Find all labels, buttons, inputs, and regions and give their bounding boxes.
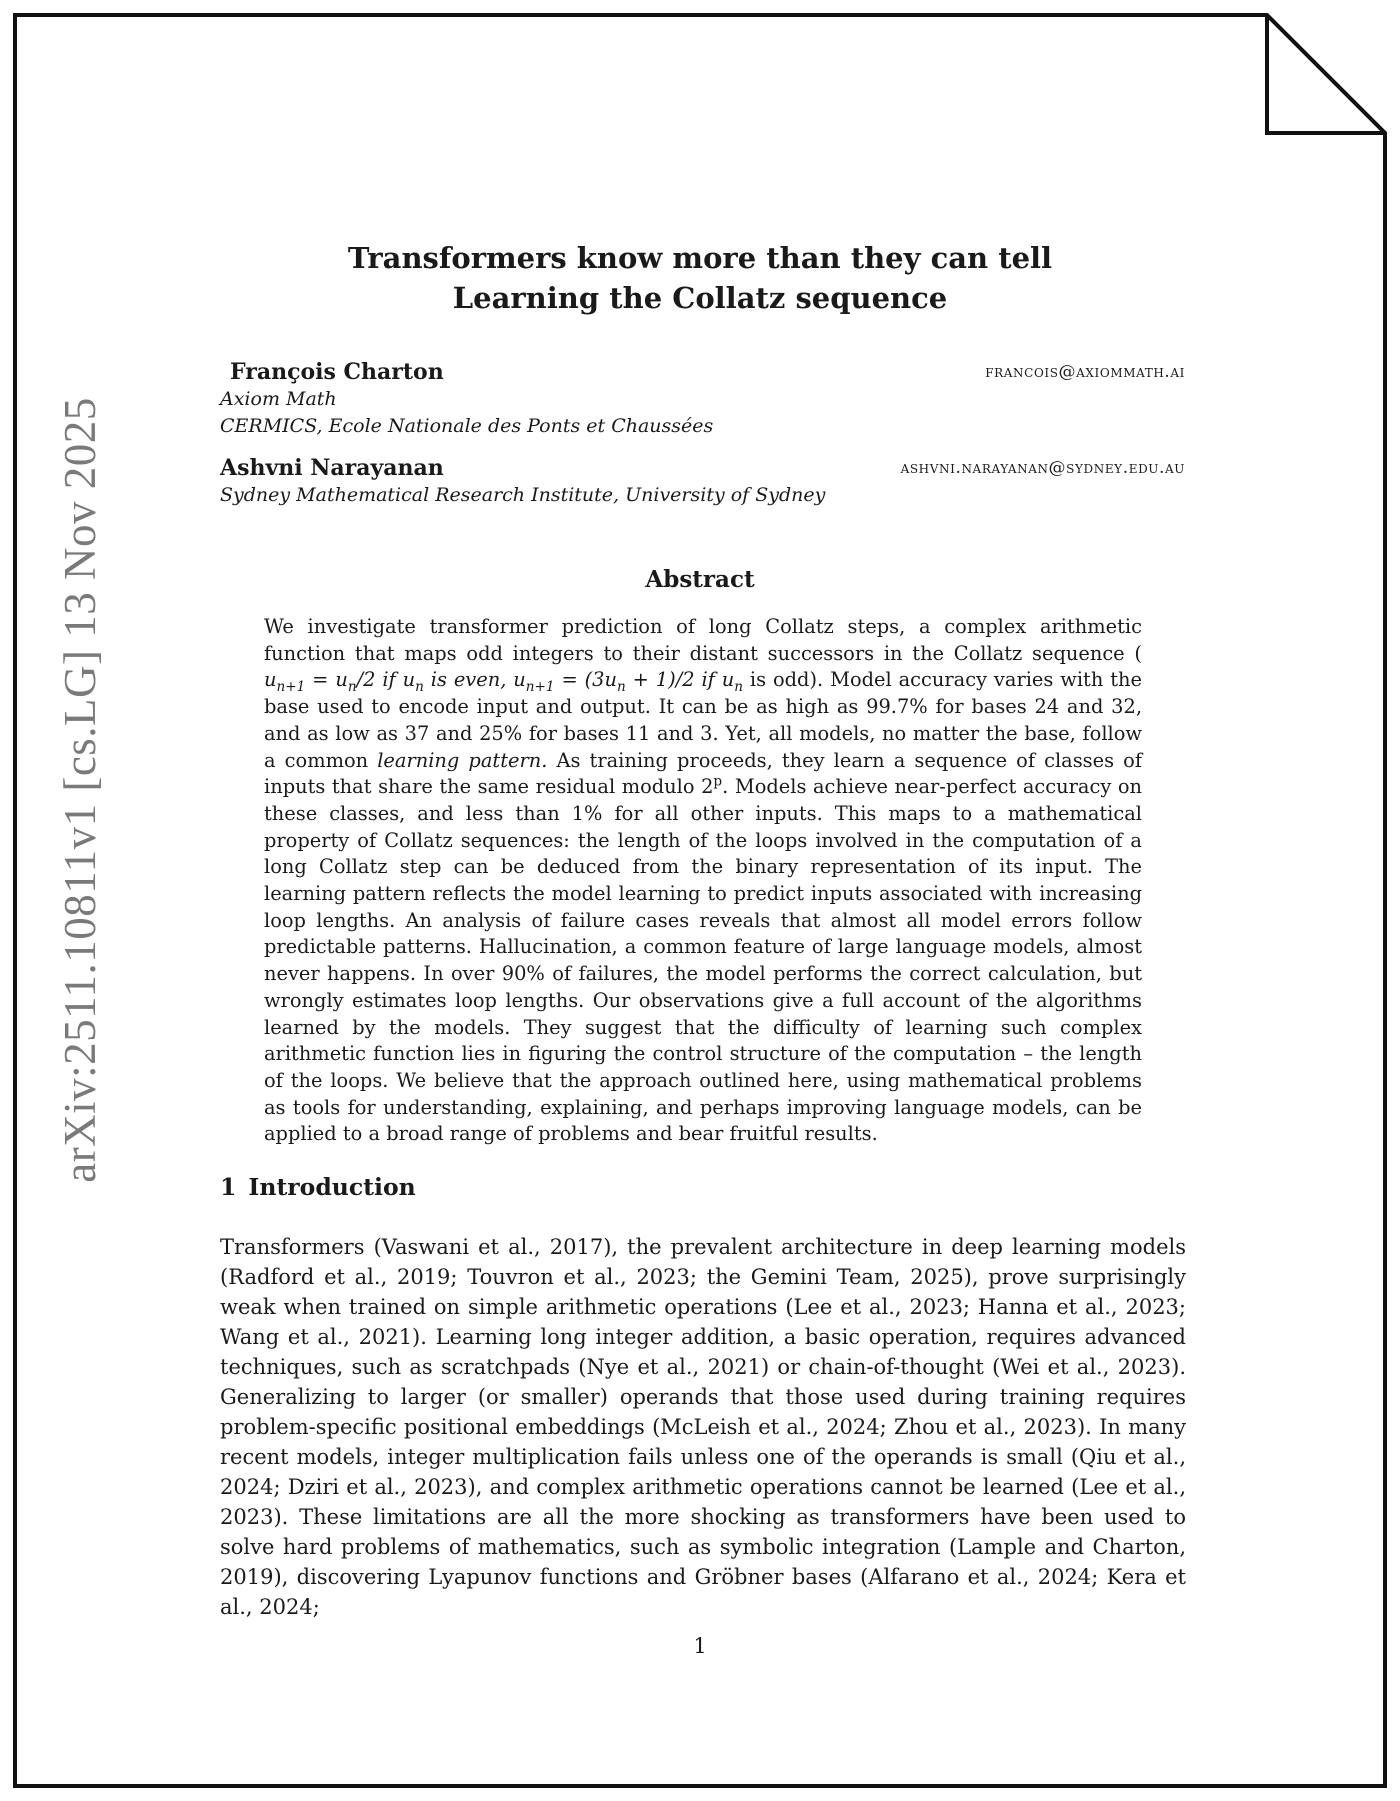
abstract-run: As training proceeds, they learn a sequence of classes of inputs that share the same residual modulo 2 [264, 748, 1142, 799]
section-heading-introduction [220, 1173, 416, 1201]
abstract-heading: Abstract [645, 566, 755, 593]
abstract-run: . Models achieve near-perfect accuracy on these classes, and less than 1% for all other inputs. This maps to a mathematical property of Collatz sequences: the length of the loops involved in the computation of a long Collatz step can be deduced from the binary representation of its input. The learning pattern reflects the model learning to predict inputs associated with increasing loop lengths. An analysis of failure cases reveals that almost all model errors follow predictable patterns. Hallucination, a common feature of large language models, almost never happens. In over 90% of failures, the model performs the correct calculation, but wrongly estimates loop lengths. Our observations give a full account of the algorithms learned by the models. They suggest that the difficulty of learning such complex arithmetic function lies in figuring the control structure of the computation – the length of the loops. We believe that the approach outlined here, using mathematical problems as tools for understanding, explaining, and perhaps improving language models, can be applied to a broad range of problems and bear fruitful results. [264, 775, 1142, 1146]
abstract-run: We investigate transformer prediction of long Collatz steps, a complex arithmetic function that maps odd integers to their distant successors in the Collatz sequence ( [264, 615, 1142, 665]
abstract-text [264, 614, 1142, 1148]
author-affiliation: Axiom Math [220, 388, 337, 410]
math-superscript: p [713, 773, 723, 790]
section-number: 1 [220, 1173, 237, 1201]
author-email[interactable]: ashvni.narayanan@sydney.edu.au [900, 458, 1185, 478]
introduction-paragraph: Transformers (Vaswani et al., 2017), the prevalent architecture in deep learning models (Radford et al., 2019; Touvron et al., 2023; the Gemini Team, 2025), prove surprisingly weak when trained on simple arithmetic operations (Lee et al., 2023; Hanna et al., 2023; Wang et al., 2021). Learning long integer addition, a basic operation, requires advanced techniques, such as scratchpads (Nye et al., 2021) or chain-of-thought (Wei et al., 2023). Generalizing to larger (or smaller) operands that those used during training requires problem-specific positional embeddings (McLeish et al., 2024; Zhou et al., 2023). In many recent models, integer multiplication fails unless one of the operands is small (Qiu et al., 2024; Dziri et al., 2023), and complex arithmetic operations cannot be learned (Lee et al., 2023). These limitations are all the more shocking as transformers have been used to solve hard problems of mathematics, such as symbolic integration (Lample and Charton, 2019), discovering Lyapunov functions and Gröbner bases (Alfarano et al., 2024; Kera et al., 2024; [220, 1235, 1186, 1619]
math-expression: $u_{n+1} = u_n/2$ if $u_n$ is even, $u_{n+1} = (3u_n + 1)/2$ if $u_n$ [264, 668, 743, 696]
arxiv-identifier-text: arXiv:2511.10811v1 [cs.LG] 13 Nov 2025 [55, 397, 105, 1183]
page-number: 1 [693, 1634, 707, 1658]
author-name: François Charton [230, 359, 444, 385]
author-block-1 [220, 358, 1185, 440]
paper-title-line-1: Transformers know more than they can tell [347, 241, 1053, 275]
paper-title [220, 238, 1180, 318]
section-title: Introduction [248, 1173, 416, 1201]
author-affiliation: CERMICS, Ecole Nationale des Ponts et Chaussées [220, 415, 714, 437]
author-affiliation: Sydney Mathematical Research Institute, University of Sydney [220, 484, 826, 506]
abstract-emphasis: learning pattern. [377, 748, 548, 772]
author-name: Ashvni Narayanan [220, 455, 444, 481]
paper-title-line-2: Learning the Collatz sequence [452, 281, 948, 315]
author-block-2 [220, 454, 1185, 509]
author-email[interactable]: francois@axiommath.ai [985, 362, 1185, 382]
abstract-run: is odd). Model accuracy varies with the base used to encode input and output. It can be as high as 99.7% for bases 24 and 32, and as low as 37 and 25% for bases 11 and 3. Yet, all models, no matter the base, follow a common [264, 668, 1142, 772]
